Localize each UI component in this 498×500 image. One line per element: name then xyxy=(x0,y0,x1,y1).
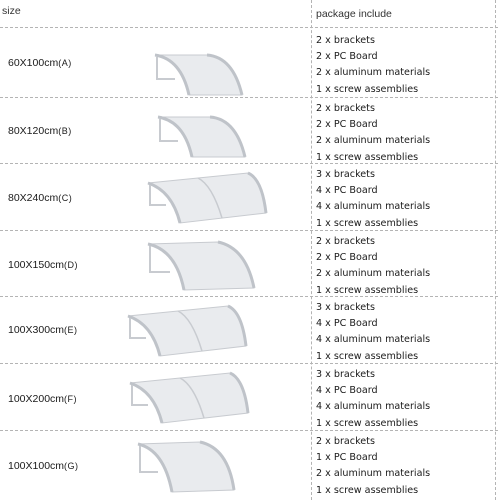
package-item: 2 x PC Board xyxy=(316,51,378,63)
package-item: 3 x brackets xyxy=(316,369,375,380)
table-row xyxy=(0,296,498,363)
table-row xyxy=(0,27,498,97)
package-list xyxy=(316,367,496,432)
size-column-header: size xyxy=(2,5,21,17)
awning-image xyxy=(140,238,260,294)
package-list xyxy=(316,234,496,299)
package-list xyxy=(316,101,496,166)
package-item: 4 x PC Board xyxy=(316,185,378,197)
size-value: 60X100cm xyxy=(8,57,59,69)
awning-image xyxy=(140,169,270,227)
package-item: 2 x PC Board xyxy=(316,119,378,131)
package-item: 4 x PC Board xyxy=(316,385,378,397)
package-list xyxy=(316,300,496,365)
package-item: 3 x brackets xyxy=(316,302,375,313)
table-row xyxy=(0,363,498,430)
package-item: 4 x aluminum materials xyxy=(316,201,431,213)
package-item: 1 x screw assemblies xyxy=(316,151,419,163)
package-item: 1 x screw assemblies xyxy=(316,417,419,429)
size-label xyxy=(8,192,72,204)
package-list xyxy=(316,33,496,98)
package-list xyxy=(316,167,496,232)
package-item: 1 x screw assemblies xyxy=(316,217,419,229)
awning-single-panel-icon xyxy=(150,111,250,161)
awning-double-panel-icon xyxy=(122,369,252,427)
awning-single-panel-icon xyxy=(130,438,240,494)
size-label xyxy=(8,259,78,271)
package-item: 2 x PC Board xyxy=(316,252,378,264)
awning-image xyxy=(145,49,245,99)
package-item: 4 x PC Board xyxy=(316,318,378,330)
table-row xyxy=(0,430,498,500)
package-item: 2 x aluminum materials xyxy=(316,135,431,147)
size-value: 80X240cm xyxy=(8,192,59,204)
awning-image xyxy=(122,369,252,427)
package-item: 2 x aluminum materials xyxy=(316,468,431,480)
package-item: 2 x brackets xyxy=(316,103,375,114)
awning-single-panel-icon xyxy=(145,49,245,99)
size-label xyxy=(8,57,72,69)
size-value: 100X200cm xyxy=(8,393,65,405)
table-row xyxy=(0,230,498,296)
awning-double-panel-icon xyxy=(120,302,250,360)
package-item: 4 x aluminum materials xyxy=(316,334,431,346)
package-item: 2 x aluminum materials xyxy=(316,268,431,280)
size-label xyxy=(8,125,72,137)
table-row xyxy=(0,97,498,163)
variant-code: (C) xyxy=(58,193,73,203)
variant-code: (E) xyxy=(64,325,78,335)
package-item: 1 x screw assemblies xyxy=(316,484,419,496)
size-value: 100X300cm xyxy=(8,324,65,336)
variant-code: (F) xyxy=(64,394,78,404)
package-item: 2 x aluminum materials xyxy=(316,67,431,79)
size-label xyxy=(8,324,78,336)
awning-double-panel-icon xyxy=(140,169,270,227)
variant-code: (G) xyxy=(64,461,79,471)
awning-image xyxy=(150,111,250,161)
package-item: 2 x brackets xyxy=(316,436,375,447)
package-item: 3 x brackets xyxy=(316,169,375,180)
package-item: 2 x brackets xyxy=(316,236,375,247)
variant-code: (B) xyxy=(58,126,72,136)
size-value: 100X100cm xyxy=(8,460,65,472)
table-row xyxy=(0,163,498,230)
package-item: 1 x screw assemblies xyxy=(316,350,419,362)
size-label xyxy=(8,460,79,472)
awning-image xyxy=(130,438,240,494)
variant-code: (D) xyxy=(64,260,79,270)
package-list xyxy=(316,434,496,499)
variant-code: (A) xyxy=(58,58,72,68)
awning-single-panel-icon xyxy=(140,238,260,294)
awning-image xyxy=(120,302,250,360)
package-item: 1 x screw assemblies xyxy=(316,284,419,296)
size-value: 80X120cm xyxy=(8,125,59,137)
size-label xyxy=(8,393,77,405)
package-item: 1 x PC Board xyxy=(316,452,378,464)
package-item: 2 x brackets xyxy=(316,35,375,46)
size-value: 100X150cm xyxy=(8,259,65,271)
package-item: 4 x aluminum materials xyxy=(316,401,431,413)
package-column-header: package include xyxy=(316,8,392,20)
package-item: 1 x screw assemblies xyxy=(316,83,419,95)
